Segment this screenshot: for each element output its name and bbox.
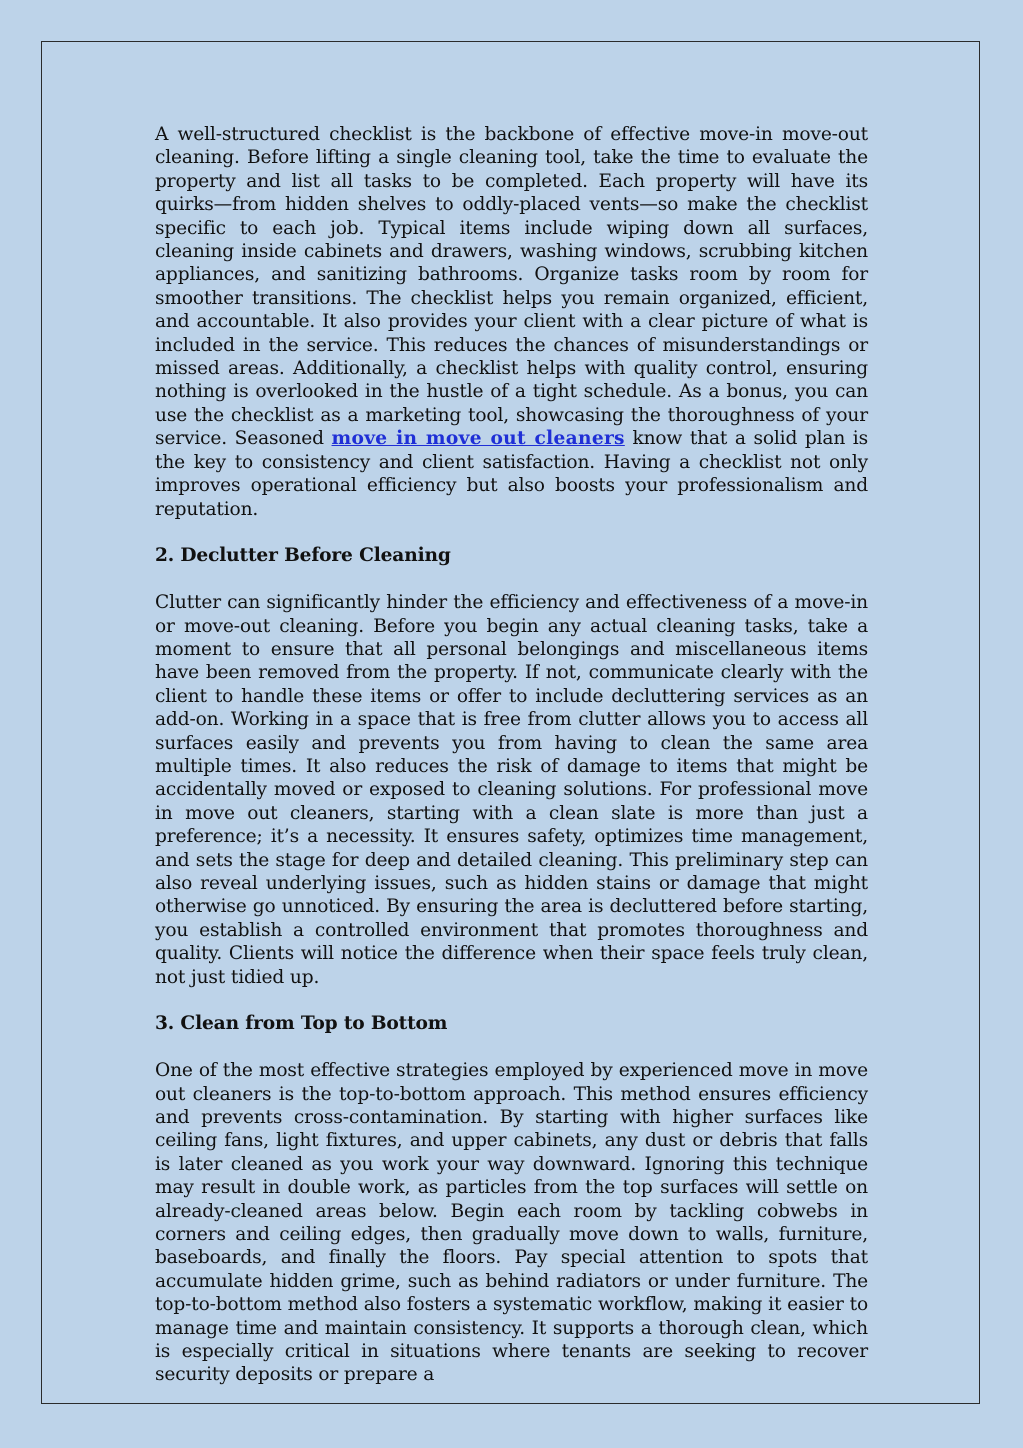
- document-body: [155, 123, 868, 1387]
- paragraph-top-to-bottom: One of the most effective strategies employed by experienced move in move out cleaners is the top-to-bottom approach. This method ensures efficiency and prevents cross-contamination. By starting with higher surfaces like ceiling fans, light fixtures, and upper cabinets, any dust or debris that falls is later cleaned as you work your way downward. Ignoring this technique may result in double work, as particles from the top surfaces will settle on already-cleaned areas below. Begin each room by tackling cobwebs in corners and ceiling edges, then gradually move down to walls, furniture, baseboards, and finally the floors. Pay special attention to spots that accumulate hidden grime, such as behind radiators or under furniture. The top-to-bottom method also fosters a systematic workflow, making it easier to manage time and maintain consistency. It supports a thorough clean, which is especially critical in situations where tenants are seeking to recover security deposits or prepare a: [155, 1060, 868, 1386]
- spacer: [155, 1036, 868, 1059]
- move-in-move-out-cleaners-link[interactable]: move in move out cleaners: [331, 428, 625, 450]
- spacer: [155, 521, 868, 544]
- heading-top-to-bottom: 3. Clean from Top to Bottom: [155, 1013, 448, 1035]
- spacer: [155, 989, 868, 1012]
- paragraph-checklist: [155, 123, 868, 521]
- paragraph-declutter: Clutter can significantly hinder the efficiency and effectiveness of a move-in or move-out cleaning. Before you begin any actual cleaning tasks, take a moment to ensure that all personal belongings and miscellaneous items have been removed from the property. If not, communicate clearly with the client to handle these items or offer to include decluttering services as an add-on. Working in a space that is free from clutter allows you to access all surfaces easily and prevents you from having to clean the same area multiple times. It also reduces the risk of damage to items that might be accidentally moved or exposed to cleaning solutions. For professional move in move out cleaners, starting with a clean slate is more than just a preference; it’s a necessity. It ensures safety, optimizes time management, and sets the stage for deep and detailed cleaning. This preliminary step can also reveal underlying issues, such as hidden stains or damage that might otherwise go unnoticed. By ensuring the area is decluttered before starting, you establish a controlled environment that promotes thoroughness and quality. Clients will notice the difference when their space feels truly clean, not just tidied up.: [155, 592, 868, 988]
- paragraph-checklist-text-end: know that a solid plan is the key to consistency and client satisfaction. Having a checklist not only improves operational efficiency but also boosts your professionalism and reputation.: [155, 428, 868, 520]
- spacer: [155, 568, 868, 591]
- heading-declutter: 2. Declutter Before Cleaning: [155, 545, 451, 567]
- paragraph-checklist-text-start: A well-structured checklist is the backbone of effective move-in move-out cleaning. Before lifting a single cleaning tool, take the time to evaluate the property and list all tasks to be completed. Each property will have its quirks—from hidden shelves to oddly-placed vents—so make the checklist specific to each job. Typical items include wiping down all surfaces, cleaning inside cabinets and drawers, washing windows, scrubbing kitchen appliances, and sanitizing bathrooms. Organize tasks room by room for smoother transitions. The checklist helps you remain organized, efficient, and accountable. It also provides your client with a clear picture of what is included in the service. This reduces the chances of misunderstandings or missed areas. Additionally, a checklist helps with quality control, ensuring nothing is overlooked in the hustle of a tight schedule. As a bonus, you can use the checklist as a marketing tool, showcasing the thoroughness of your service. Seasoned: [155, 124, 868, 450]
